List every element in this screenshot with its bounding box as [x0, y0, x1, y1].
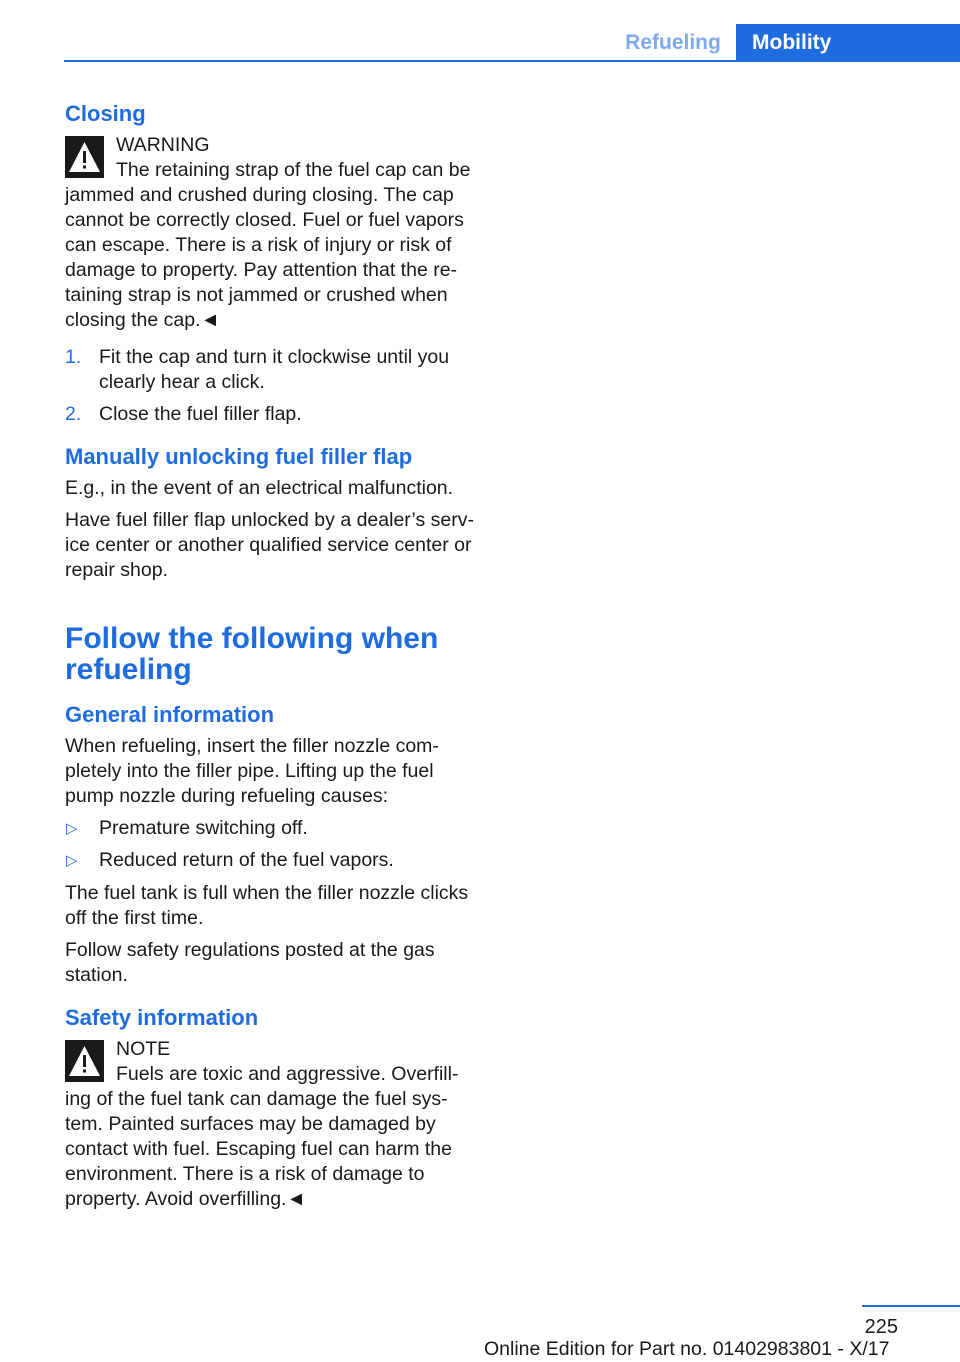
list-item [65, 345, 483, 395]
page-number: 225 [864, 1316, 898, 1338]
footer-rule [862, 1305, 960, 1307]
header-rule [64, 60, 960, 62]
general-info-heading: General information [65, 702, 275, 727]
bullet-text: Reduced return of the fuel vapors. [99, 849, 394, 871]
manual-unlock-heading: Manually unlocking fuel filler flap [65, 444, 413, 469]
warning-text: The retaining strap of the fuel cap can be jammed and crushed during closing. The cap cannot be correctly closed. Fuel or fuel vapors can escape. There is a risk of injury or risk of damage to property. Pay attention that the re-taining strap is not jammed or crushed when closing the cap.◄ [65, 159, 471, 331]
manual-unlock-p1: E.g., in the event of an electrical malfunction. [65, 477, 454, 499]
manual-unlock-p2: Have fuel filler flap unlocked by a dealer’s serv-ice center or another qualified service center or repair shop. [65, 509, 474, 581]
warning-triangle-icon [65, 1040, 104, 1082]
step-text: Fit the cap and turn it clockwise until you clearly hear a click. [99, 346, 450, 393]
tab-mobility[interactable]: Mobility [736, 24, 960, 62]
step-number: 1. [65, 346, 82, 368]
general-info-p2: The fuel tank is full when the filler nozzle clicks off the first time. [65, 882, 469, 929]
safety-info-heading: Safety information [65, 1005, 259, 1030]
refueling-heading: Follow the following when refueling [65, 622, 439, 686]
list-item [65, 848, 483, 873]
closing-warning [65, 133, 483, 333]
warning-title: WARNING [116, 134, 210, 156]
bullet-text: Premature switching off. [99, 817, 308, 839]
general-info-p3: Follow safety regulations posted at the gas station. [65, 939, 435, 986]
triangle-bullet-icon: ▷ [66, 852, 78, 869]
page-content [65, 100, 483, 1224]
closing-heading: Closing [65, 101, 146, 126]
warning-triangle-icon [65, 136, 104, 178]
note-title: NOTE [116, 1038, 171, 1060]
edition-note: Online Edition for Part no. 01402983801 - X/17 [484, 1338, 890, 1360]
list-item [65, 402, 483, 427]
general-info-bullets [65, 816, 483, 873]
triangle-bullet-icon: ▷ [66, 820, 78, 837]
list-item [65, 816, 483, 841]
header-tabs [610, 24, 960, 62]
step-text: Close the fuel filler flap. [99, 403, 302, 425]
step-number: 2. [65, 403, 82, 425]
tab-refueling[interactable]: Refueling [625, 31, 721, 54]
closing-steps [65, 345, 483, 427]
note-text: Fuels are toxic and aggressive. Overfill-ing of the fuel tank can damage the fuel sys-tem. Painted surfaces may be damaged by contact with fuel. Escaping fuel can harm the environment. There is a risk of damage to property. Avoid overfilling.◄ [65, 1063, 459, 1210]
safety-note [65, 1037, 483, 1212]
general-info-p1: When refueling, insert the filler nozzle com-pletely into the filler pipe. Lifting up the fuel pump nozzle during refueling causes: [65, 735, 439, 807]
